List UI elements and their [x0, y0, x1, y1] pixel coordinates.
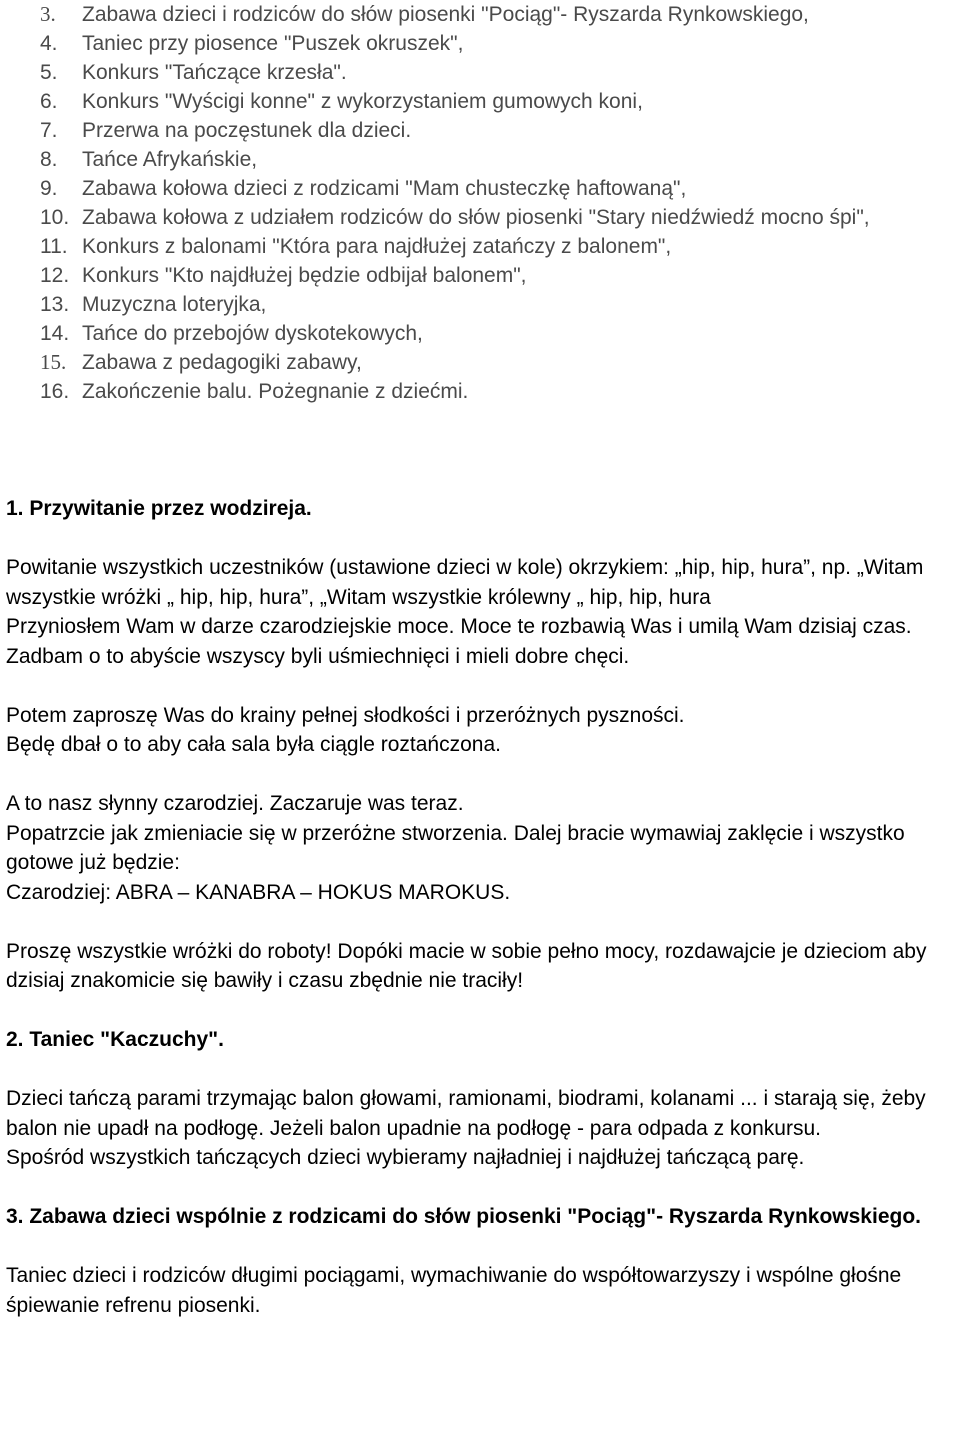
agenda-item	[40, 87, 940, 116]
agenda-item	[40, 319, 940, 348]
section-1-paragraph: Potem zaproszę Was do krainy pełnej słodkości i przeróżnych pyszności.	[6, 703, 685, 727]
agenda-item-number: 11.	[40, 235, 68, 258]
spacer	[6, 671, 946, 701]
agenda-item-number: 9.	[40, 177, 58, 200]
agenda-item-number: 15.	[40, 350, 67, 374]
agenda-item-number: 13.	[40, 293, 70, 316]
agenda-item-number: 7.	[40, 119, 58, 142]
section-1-paragraph: Proszę wszystkie wróżki do roboty! Dopóki macie w sobie pełno mocy, rozdawajcie je dzieciom aby dzisiaj znakomicie się bawiły i czasu zbędnie nie traciły!	[6, 939, 927, 992]
agenda-item-number: 5.	[40, 61, 58, 84]
spacer	[6, 760, 946, 790]
section-3-paragraph: Taniec dzieci i rodziców długimi pociągami, wymachiwanie do współtowarzyszy i wspólne głośne śpiewanie refrenu piosenki.	[6, 1264, 902, 1317]
agenda-item-number: 4.	[40, 32, 58, 55]
section-1-paragraph: Popatrzcie jak zmieniacie się w przeróżne stworzenia. Dalej bracie wymawiaj zaklęcie i wszystko gotowe już będzie:	[6, 821, 905, 874]
agenda-item-number: 10.	[40, 206, 70, 229]
agenda-item-text: Konkurs z balonami "Która para najdłużej zatańczy z balonem",	[82, 235, 672, 258]
agenda-item	[40, 145, 940, 174]
agenda-item	[40, 116, 940, 145]
section-1-paragraph: Czarodziej: ABRA – KANABRA – HOKUS MAROKUS.	[6, 880, 511, 904]
agenda-item	[40, 58, 940, 87]
agenda-item-number: 14.	[40, 322, 70, 345]
section-1-paragraph: A to nasz słynny czarodziej. Zaczaruje was teraz.	[6, 792, 464, 815]
section-1-heading: 1. Przywitanie przez wodzireja.	[6, 497, 312, 520]
agenda-item-text: Przerwa na poczęstunek dla dzieci.	[82, 119, 412, 142]
section-3-heading: 3. Zabawa dzieci wspólnie z rodzicami do słów piosenki "Pociąg"- Ryszarda Rynkowskiego.	[6, 1205, 921, 1228]
agenda-item-text: Tańce Afrykańskie,	[82, 148, 258, 171]
agenda-item-text: Zakończenie balu. Pożegnanie z dziećmi.	[82, 380, 469, 403]
agenda-item-text: Tańce do przebojów dyskotekowych,	[82, 322, 423, 345]
agenda-item-text: Konkurs "Kto najdłużej będzie odbijał balonem",	[82, 264, 527, 287]
spacer	[6, 1055, 946, 1085]
agenda-list	[40, 0, 940, 406]
section-1-paragraph: Powitanie wszystkich uczestników (ustawione dzieci w kole) okrzykiem: „hip, hip, hura”, np. „Witam wszystkie wróżki „ hip, hip, hura”, „Witam wszystkie królewny „ hip, hip, hura	[6, 556, 924, 609]
agenda-item	[40, 0, 940, 29]
spacer	[6, 996, 946, 1026]
agenda-item	[40, 174, 940, 203]
agenda-item	[40, 348, 940, 377]
agenda-item-text: Muzyczna loteryjka,	[82, 293, 267, 316]
agenda-item	[40, 290, 940, 319]
agenda-item-number: 8.	[40, 148, 58, 171]
main-content	[6, 494, 946, 1320]
agenda-item-text: Zabawa dzieci i rodziców do słów piosenki "Pociąg"- Ryszarda Rynkowskiego,	[82, 3, 809, 26]
spacer	[6, 1232, 946, 1262]
section-2-paragraph: Spośród wszystkich tańczących dzieci wybieramy najładniej i najdłużej tańczącą parę.	[6, 1146, 805, 1169]
agenda-item-number: 12.	[40, 264, 70, 287]
agenda-item-text: Zabawa z pedagogiki zabawy,	[82, 351, 362, 374]
section-2-paragraph: Dzieci tańczą parami trzymając balon głowami, ramionami, biodrami, kolanami ... i starają się, żeby balon nie upadł na podłogę. Jeżeli balon upadnie na podłogę - para odpada z konkursu.	[6, 1087, 926, 1140]
agenda-item-text: Zabawa kołowa z udziałem rodziców do słów piosenki "Stary niedźwiedź mocno śpi",	[82, 206, 870, 229]
agenda-item-text: Taniec przy piosence "Puszek okruszek",	[82, 32, 464, 55]
section-1-paragraph: Przyniosłem Wam w darze czarodziejskie moce. Moce te rozbawią Was i umilą Wam dzisiaj czas. Zadbam o to abyście wszyscy byli uśmiechnięci i mieli dobre chęci.	[6, 615, 912, 668]
spacer	[6, 907, 946, 937]
agenda-item	[40, 232, 940, 261]
agenda-item	[40, 377, 940, 406]
section-1-paragraph: Będę dbał o to aby cała sala była ciągle roztańczona.	[6, 733, 501, 756]
agenda-item	[40, 203, 940, 232]
spacer	[6, 524, 946, 554]
agenda-item	[40, 261, 940, 290]
agenda-item-number: 16.	[40, 380, 70, 403]
spacer	[6, 1173, 946, 1203]
agenda-item-number: 6.	[40, 90, 58, 113]
agenda-item-text: Konkurs "Wyścigi konne" z wykorzystaniem gumowych koni,	[82, 90, 643, 113]
agenda-item-number: 3.	[40, 2, 56, 26]
agenda-item	[40, 29, 940, 58]
section-2-heading: 2. Taniec "Kaczuchy".	[6, 1028, 224, 1051]
agenda-item-text: Konkurs "Tańczące krzesła".	[82, 61, 347, 84]
agenda-item-text: Zabawa kołowa dzieci z rodzicami "Mam chusteczkę haftowaną",	[82, 177, 687, 200]
